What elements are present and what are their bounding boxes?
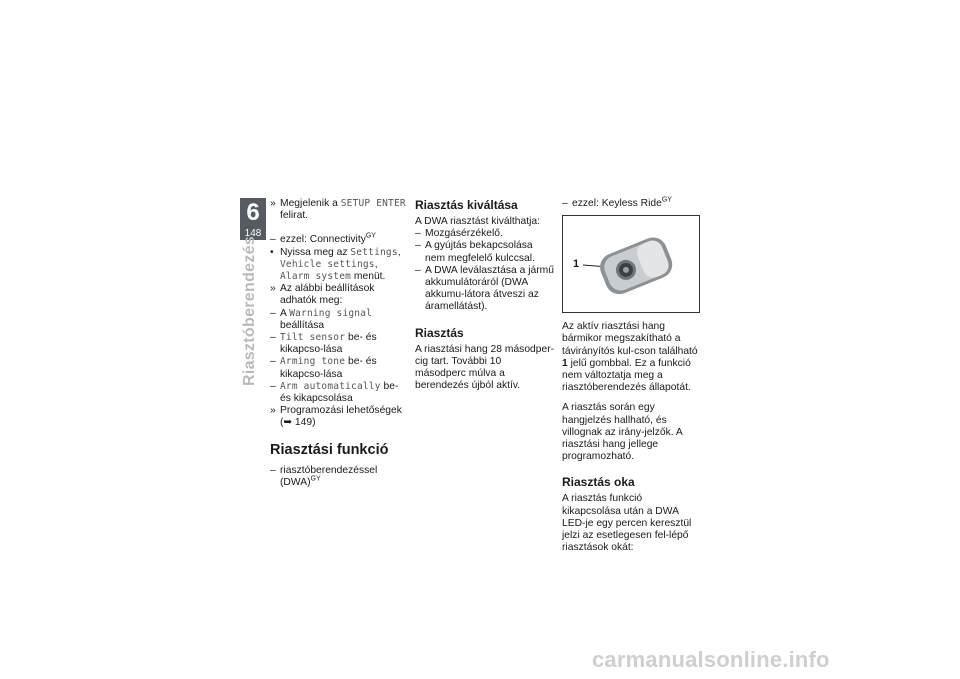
section-heading: Riasztás	[415, 325, 464, 340]
section-heading: Riasztási funkció	[270, 441, 389, 458]
remote-key-figure	[562, 215, 700, 313]
trigger-item: – Mozgásérzékelő.	[415, 228, 503, 240]
arrow-icon: »	[270, 283, 276, 295]
display-code: SETUP ENTER	[340, 198, 406, 209]
page-reference-link[interactable]: (➥ 149)	[280, 417, 316, 429]
option-item: – Arming tone be- és kikapcso-lása	[270, 356, 377, 380]
chapter-number: 6	[246, 199, 260, 226]
option-item: – Arm automatically be- és kikapcsolása	[270, 380, 399, 405]
option-item: – Tilt sensor be- és kikapcso-lása	[270, 332, 377, 356]
page-number: 148	[244, 228, 262, 239]
trigger-item: – A gyújtás bekapcsolása nem megfelelő kulccsal.	[415, 240, 535, 264]
column-1	[270, 198, 410, 489]
arrow-icon: »	[270, 198, 276, 209]
step-item: » Az alábbi beállítások adhatók meg:	[270, 283, 375, 307]
intro-text: A DWA riasztást kiválthatja:	[415, 216, 540, 227]
arrow-icon: »	[270, 405, 276, 417]
condition-item: – ezzel: Keyless Ride$^{GY}$	[562, 196, 672, 209]
section-heading: Riasztás oka	[562, 475, 635, 490]
bullet-icon: •	[270, 246, 274, 258]
remote-key-image	[563, 216, 699, 312]
column-2	[415, 198, 555, 392]
trigger-item: – A DWA leválasztása a jármű akkumulátoráról (DWA akkumu-látora átveszi az áramellátást).	[415, 264, 554, 313]
step-item: » Megjelenik a SETUP ENTER felirat.	[270, 198, 406, 222]
condition-item: – ezzel: Connectivity$^{GY}$	[270, 232, 376, 246]
chapter-title-vertical: Riasztóberendezés	[241, 235, 258, 386]
condition-item: – riasztóberendezéssel (DWA)$^{GY}$	[270, 464, 378, 488]
paragraph: A riasztás során egy hangjelzés hallható, és villognak az irány-jelzők. A riasztási hang jellege programozható.	[562, 402, 683, 463]
paragraph: A riasztás funkció kikapcsolása után a DWA LED-je egy percen keresztül jelzi az esetlegesen fel-lépő riasztások okát:	[562, 493, 692, 554]
option-item: – A Warning signal beállítása	[270, 307, 373, 331]
watermark: carmanualsonline.info	[592, 647, 830, 672]
column-3	[562, 198, 702, 554]
figure-callout: 1	[573, 258, 580, 271]
paragraph: Az aktív riasztási hang bármikor megszakítható a távirányítós kul-cson található 1 jelű gombbal. Ez a funkció nem változtatja meg a riasztóberendezés állapotát.	[562, 321, 698, 394]
step-item: » Programozási lehetőségek (➥ 149)	[270, 405, 402, 429]
bullet-item: • Nyissa meg az Settings, Vehicle settings, Alarm system menüt.	[270, 246, 401, 283]
paragraph: A riasztási hang 28 másodper-cig tart. További 10 másodperc múlva a berendezés újból aktív.	[415, 343, 555, 392]
section-heading: Riasztás kiváltása	[415, 198, 518, 212]
